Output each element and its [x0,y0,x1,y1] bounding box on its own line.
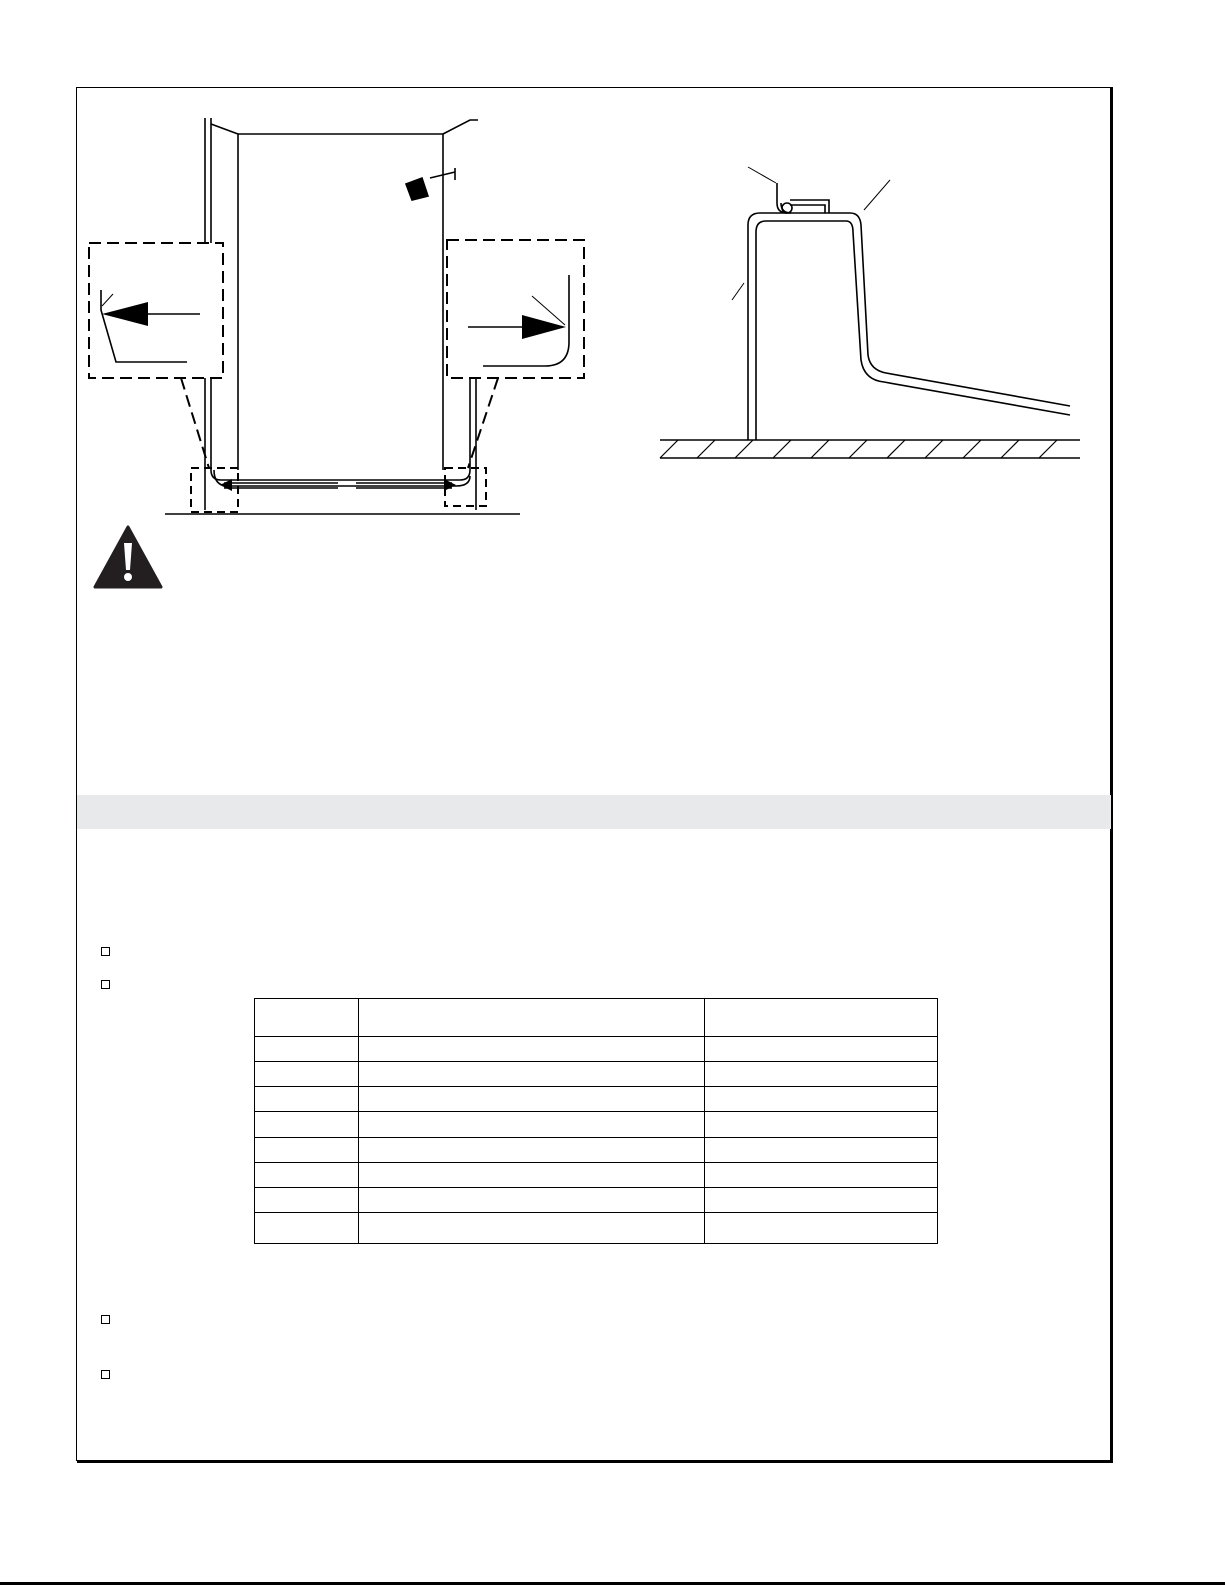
warning-triangle-icon [93,525,163,590]
table-row [255,1037,938,1062]
table-cell [705,1037,938,1062]
table-cell [255,1087,359,1112]
table-cell [358,1037,704,1062]
table-header-row [255,999,938,1037]
table-cell [255,1137,359,1162]
installation-diagrams [0,0,1225,530]
table-row [255,1112,938,1137]
table-cell [358,1087,704,1112]
table-cell [255,1112,359,1137]
table-header-cell [705,999,938,1037]
table-row [255,1062,938,1087]
table-cell [358,1137,704,1162]
table-cell [358,1062,704,1087]
checkbox-icon[interactable] [101,1370,110,1379]
table-cell [358,1187,704,1212]
table-cell [358,1162,704,1187]
table-row [255,1213,938,1244]
table-cell [705,1062,938,1087]
table-cell [705,1112,938,1137]
table-cell [255,1162,359,1187]
table-row [255,1162,938,1187]
table-cell [255,1062,359,1087]
shower-head-icon [406,168,455,200]
checkbox-icon[interactable] [101,947,110,956]
table-cell [358,1213,704,1244]
table-row [255,1187,938,1212]
table-cell [705,1213,938,1244]
shower-front-view [89,118,584,514]
table-header-cell [358,999,704,1037]
frame-shadow-bottom [77,1461,1113,1463]
table-header-cell [255,999,359,1037]
table-cell [255,1037,359,1062]
checkbox-icon[interactable] [101,980,110,989]
table-cell [255,1213,359,1244]
table-cell [705,1187,938,1212]
checkbox-icon[interactable] [101,1315,110,1324]
table-cell [705,1137,938,1162]
table-cell [705,1087,938,1112]
spec-table [254,998,938,1244]
table-row [255,1137,938,1162]
section-header-band [77,795,1111,829]
table-row [255,1087,938,1112]
table-cell [705,1162,938,1187]
threshold-section-view [660,167,1080,458]
table-cell [358,1112,704,1137]
table-cell [255,1187,359,1212]
